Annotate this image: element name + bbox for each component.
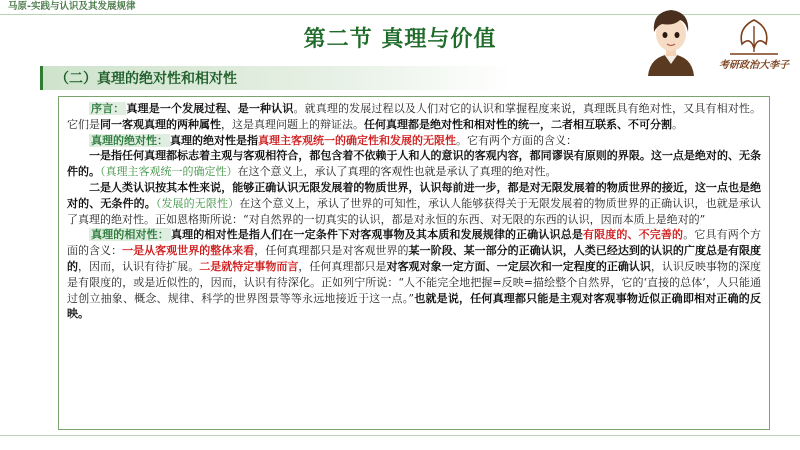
avatar — [640, 2, 702, 76]
text-highlight-red: 真理主客观统一的确定性和发展的无限性 — [258, 133, 456, 147]
text: ，任何真理都只是对客观世界的 — [254, 244, 409, 258]
paragraph-point-one — [67, 148, 761, 180]
text-bold: 同一客观真理的两种属性 — [100, 117, 221, 131]
text-bold: 一是指任何真理都标志着主观与客观相符合，都包含着不依赖于人和人的意识的客观内容，都同谬误有原则的界限。这一点是绝对的、无条件的。 — [67, 149, 761, 179]
text: 。它有两个方面的含义： — [456, 133, 577, 147]
text: 在这个意义上，承认了世界的可知性，承认人能够获得关于无限发展着的物质世界的正确认识，也就是承认了真理的绝对性。正如恩格斯所说：“对自然界的一切真实的认识，都是对永恒的东西、对无限的东西的认识，因而本质上是绝对的” — [67, 196, 762, 226]
text: ，认识反映事物的深度是有限度的，或是近似性的，因而，认识有待深化。正如列宁所说：“人不能完全地把握=反映=描绘整个自然界，它的‘直接的总体’，人只能通过创立抽象、概念、规律、科学的世界图景等等永远地接近于这一点。” — [67, 259, 762, 305]
text-highlight-red: 有限度的、不完善的 — [582, 228, 684, 242]
logo-text: 考研政治大李子 — [719, 60, 789, 71]
text: ，任何真理都只是 — [298, 259, 387, 273]
text-highlight-red: 一是从客观世界的整体来看 — [122, 244, 255, 258]
text: ，这是真理问题上的辩证法。 — [221, 117, 364, 131]
text-bold: 真理的相对性是指人们在一定条件下对客观事物及其本质和发展规律的正确认识总是 — [170, 228, 583, 242]
text-bold: 真理是一个发展过程、是一种认识 — [126, 102, 294, 115]
page-title: 第二节 真理与价值 — [303, 26, 497, 52]
logo-icon — [708, 14, 800, 58]
tag-relativity: 真理的相对性： — [91, 228, 169, 242]
text-bold: 真理的绝对性是指 — [170, 133, 258, 147]
text-bold: 二是人类认识按其本性来说，能够正确认识无限发展着的物质世界，认识每前进一步，都是对无限发展着的物质世界的接近，这一点也是绝对的、无条件的。 — [67, 180, 761, 210]
paragraph-absoluteness — [67, 133, 761, 149]
paragraph-relativity — [67, 227, 761, 322]
text: 。它具有两个方面的含义： — [67, 228, 762, 258]
section-header — [40, 66, 513, 90]
tag-absoluteness: 真理的绝对性： — [91, 133, 168, 147]
text: 。就真理的发展过程以及人们对它的认识和掌握程度来说，真理既具有绝对性，又具有相对性。它们是 — [67, 102, 762, 131]
text: ，因而，认识有待扩展。 — [78, 259, 200, 273]
text: 在这个意义上，承认了真理的客观性也就是承认了真理的绝对性。 — [237, 165, 557, 179]
paragraph-point-two — [67, 180, 761, 227]
content-panel — [58, 96, 770, 430]
text-note-green: （真理主客观统一的确定性） — [100, 165, 238, 179]
text-highlight-red: 二是就特定事物而言 — [199, 259, 299, 273]
text-note-green: （发展的无限性） — [155, 196, 240, 210]
brand-logo — [708, 14, 800, 70]
paragraph-preface — [67, 101, 761, 133]
tag-preface: 序言： — [91, 102, 125, 115]
content-body — [67, 101, 761, 322]
text-bold: 任何真理都是绝对性和相对性的统一，二者相互联系、不可分割 — [364, 117, 672, 131]
text-bold: 某一阶段、某一部分的正确认识，人类已经达到的认识的广度总是有限度的 — [67, 244, 762, 273]
breadcrumb: 马原-实践与认识及其发展规律 — [8, 1, 136, 12]
bottom-bar — [0, 435, 800, 450]
text-bold: 也就是说，任何真理都只能是主观对客观事物近似正确即相对正确的反映。 — [67, 291, 761, 321]
section-title: （二）真理的绝对性和相对性 — [55, 71, 237, 87]
text-bold: 对客观对象一定方面、一定层次和一定程度的正确认识 — [386, 259, 651, 273]
text: 。 — [672, 117, 683, 131]
